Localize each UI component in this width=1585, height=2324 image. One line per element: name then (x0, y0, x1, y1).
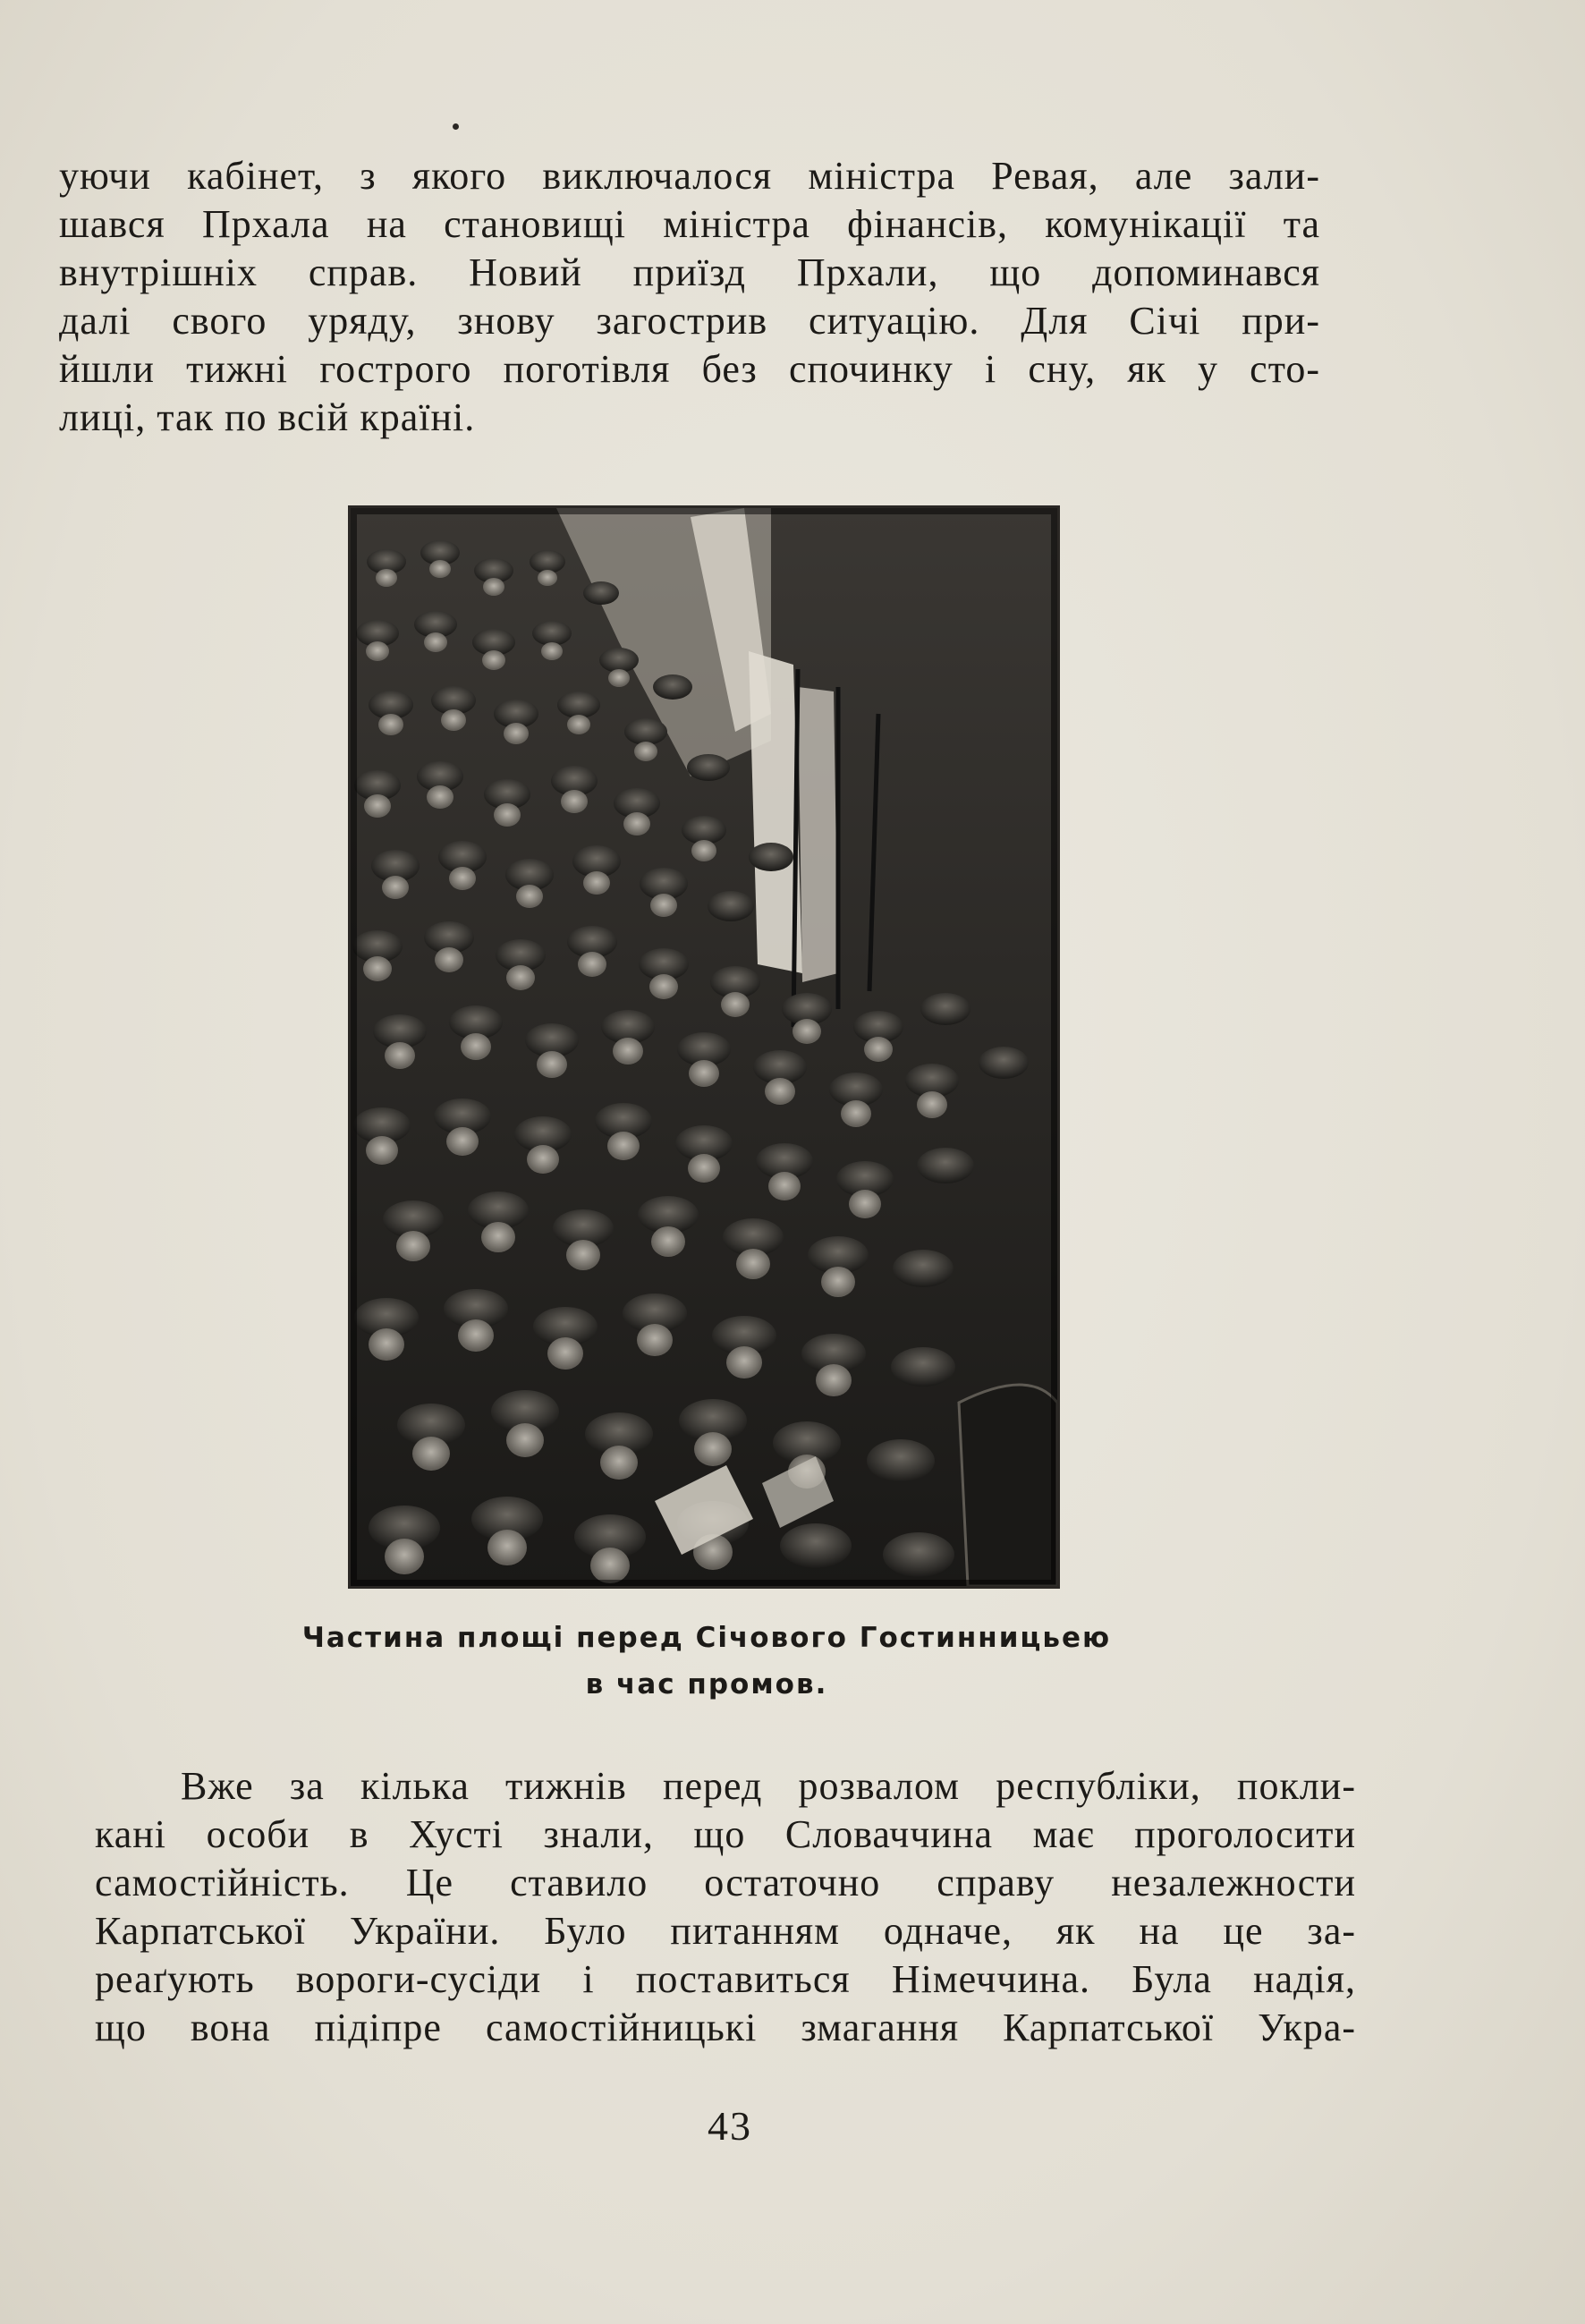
text-line: йшли тижні гострого поготівля без спочинку і сну, як у сто- (59, 347, 1320, 391)
ink-speck (453, 123, 459, 130)
text-line: уючи кабінет, з якого виключалося міністра Ревая, але зали- (59, 154, 1320, 198)
text-line: Карпатської України. Було питанням одначе, як на це за- (95, 1909, 1356, 1953)
text-line: Вже за кілька тижнів перед розвалом республіки, покли- (181, 1764, 1356, 1808)
text-line: кані особи в Хусті знали, що Словаччина має проголосити (95, 1812, 1356, 1856)
bottom-paragraph (95, 1762, 1356, 2052)
crowd-photo-illustration (351, 508, 1057, 1586)
text-line: що вона підіпре самостійницькі змагання Карпатської Укра- (95, 2006, 1356, 2049)
caption-line: Частина площі перед Січового Гостинницьею (301, 1622, 1112, 1654)
text-line: далі свого уряду, знову загострив ситуацію. Для Січі при- (59, 299, 1320, 343)
text-line: реаґують вороги-сусіди і поставиться Німеччина. Була надія, (95, 1957, 1356, 2001)
text-line: шався Прхала на становищі міністра фінансів, комунікації та (59, 202, 1320, 246)
caption-line: в час промов. (585, 1668, 828, 1701)
page-number: 43 (708, 2103, 752, 2149)
text-line: внутрішніх справ. Новий приїзд Прхали, що допоминався (59, 250, 1320, 294)
text-line: самостійність. Це ставило остаточно справу незалежности (95, 1861, 1356, 1904)
top-paragraph (59, 152, 1320, 442)
crowd-photo (351, 508, 1057, 1586)
figure-caption (268, 1615, 1145, 1708)
text-line: лиці, так по всій країні. (59, 395, 476, 439)
